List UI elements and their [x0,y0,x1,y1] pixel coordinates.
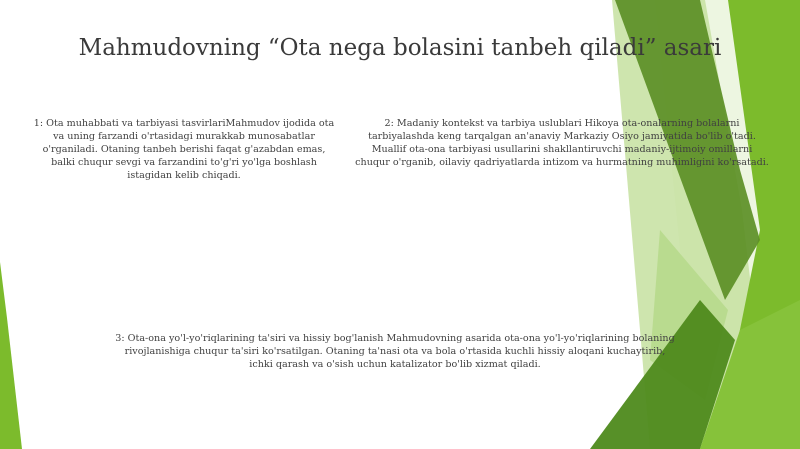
section-2-text: 2: Madaniy kontekst va tarbiya uslublari Hikoya ota-onalarning bolalarni tarbiyalashda keng tarqalgan an'anaviy Markaziy Osiyo jamiyatida bo'lib o'tadi. Muallif ota-ona tarbiyasi usullarini shakllantiruvchi madaniy-ijtimoiy omillarni chuqur o'rganib, oilaviy qadriyatlarda intizom va hurmatning muhimligini ko'rsatadi. [355,118,769,169]
section-3-text: 3: Ota-ona yo'l-yo'riqlarining ta'siri va hissiy bog'lanish Mahmudovning asarida ota-ona yo'l-yo'riqlarining bolaning rivojlanishiga chuqur ta'siri ko'rsatilgan. Otaning ta'nasi ota va bola o'rtasida kuchli hissiy aloqani kuchaytirib, ichki qarash va o'sish uchun katalizator bo'lib xizmat qiladi. [115,333,675,371]
left-edge-stripe [0,262,22,449]
slide-title: Mahmudovning “Ota nega bolasini tanbeh qiladi” asari [78,35,722,61]
section-1-text: 1: Ota muhabbati va tarbiyasi tasvirlariMahmudov ijodida ota va uning farzandi o'rtasidagi murakkab munosabatlar o'rganiladi. Otaning tanbeh berishi faqat g'azabdan emas, balki chuqur sevgi va farzandini to'g'ri yo'lga boshlash istagidan kelib chiqadi. [33,118,335,182]
